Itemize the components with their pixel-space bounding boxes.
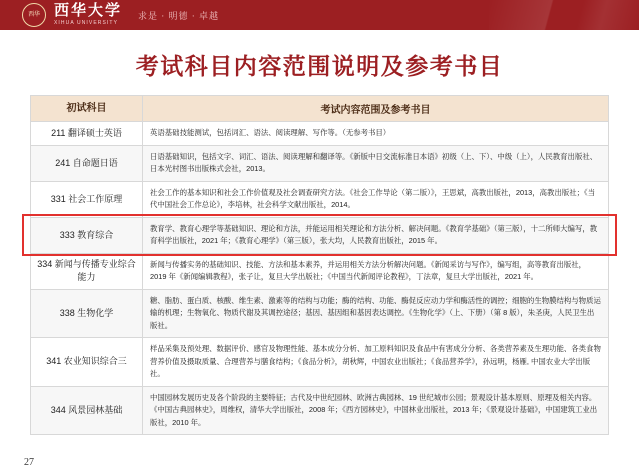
table-body bbox=[31, 122, 609, 435]
cell-subject-code: 241 自命题日语 bbox=[31, 145, 143, 181]
cell-subject-code: 331 社会工作原理 bbox=[31, 181, 143, 217]
page-header bbox=[0, 0, 639, 30]
cell-subject-desc: 中国园林发展历史及各个阶段的主要特征；古代及中世纪园林、欧洲古典园林、19 世纪城市公园；景观设计基本原则、原理及相关内容。《中国古典园林史》，周维权，清华大学出版社，2008 年；《西方园林史》，中国林业出版社，2013 年；《景观设计基础》，中国建筑工业出版社，2010 年。 bbox=[143, 386, 609, 435]
table-header-row bbox=[31, 96, 609, 122]
cell-subject-desc: 糖、脂肪、蛋白质、核酸、维生素、激素等的结构与功能；酶的结构、功能、酶促反应动力学和酶活性的调控；细胞的生物膜结构与物质运输的机理；生物氧化、物质代谢及其调控途径；基因、基因组和基因表达调控。《生物化学》（上、下册）（第 8 版），朱圣庚，人民卫生出版社。 bbox=[143, 289, 609, 338]
table-row bbox=[31, 145, 609, 181]
table-row bbox=[31, 289, 609, 338]
cell-subject-code: 338 生物化学 bbox=[31, 289, 143, 338]
cell-subject-code: 333 教育综合 bbox=[31, 217, 143, 253]
table-row bbox=[31, 386, 609, 435]
university-name-block bbox=[54, 4, 122, 27]
university-logo: 西华 bbox=[22, 3, 46, 27]
cell-subject-desc: 社会工作的基本知识和社会工作价值观及社会调查研究方法。《社会工作导论（第二版）》，王思斌，高教出版社，2013，高教出版社；《当代中国社会工作总论》，李培林，社会科学文献出版社，2014。 bbox=[143, 181, 609, 217]
cell-subject-code: 341 农业知识综合三 bbox=[31, 338, 143, 387]
column-header-subject: 初试科目 bbox=[31, 96, 143, 122]
cell-subject-code: 211 翻译硕士英语 bbox=[31, 122, 143, 146]
cell-subject-code: 344 风景园林基础 bbox=[31, 386, 143, 435]
table-row bbox=[31, 181, 609, 217]
table-row-highlighted bbox=[31, 217, 609, 253]
table-header bbox=[31, 96, 609, 122]
university-name-cn: 西华大学 bbox=[54, 2, 123, 19]
subject-table bbox=[30, 95, 609, 435]
university-name-en: XIHUA UNIVERSITY bbox=[54, 19, 118, 26]
cell-subject-desc: 新闻与传播实务的基础知识、技能、方法和基本素养，并运用相关方法分析解决问题。《新闻采访与写作》，编写组，高等教育出版社，2019 年《新闻编辑教程》，张子让，复旦大学出版社；《中国当代新闻评论教程》，丁法章，复旦大学出版社，2021 年。 bbox=[143, 253, 609, 289]
table-row bbox=[31, 122, 609, 146]
cell-subject-desc: 日语基础知识，包括文字、词汇、语法、阅读理解和翻译等。《新版中日交流标准日本语》初级（上、下）、中级（上），人民教育出版社、日本光村图书出版株式会社，2013。 bbox=[143, 145, 609, 181]
cell-subject-code: 334 新闻与传播专业综合能力 bbox=[31, 253, 143, 289]
page-title: 考试科目内容范围说明及参考书目 bbox=[135, 54, 504, 79]
university-motto: 求是 · 明德 · 卓越 bbox=[138, 10, 220, 21]
column-header-content: 考试内容范围及参考书目 bbox=[143, 96, 609, 122]
header-decorative-stripe bbox=[489, 0, 639, 30]
table-row bbox=[31, 253, 609, 289]
page-number: 27 bbox=[24, 457, 34, 468]
cell-subject-desc: 样品采集及预处理、数据评价、感官及物理性能、基本成分分析、加工原料知识及食品中有害成分分析、各类营养素及生理功能、各类食物营养价值及摄取质量、合理营养与膳食结构；《食品分析》，胡秋辉，中国农业出版社；《食品营养学》，孙远明，杨雁, 中国农业大学出版社。 bbox=[143, 338, 609, 387]
table-row bbox=[31, 338, 609, 387]
cell-subject-desc: 英语基础技能测试，包括词汇、语法、阅读理解、写作等。（无参考书目） bbox=[143, 122, 609, 146]
cell-subject-desc: 教育学、教育心理学等基础知识、理论和方法，并能运用相关理论和方法分析、解决问题。《教育学基础》（第三版），十二所师大编写，教育科学出版社，2021 年；《教育心理学》（第三版），张大均，人民教育出版社，2015 年。 bbox=[143, 217, 609, 253]
subject-table-wrapper bbox=[30, 95, 609, 435]
